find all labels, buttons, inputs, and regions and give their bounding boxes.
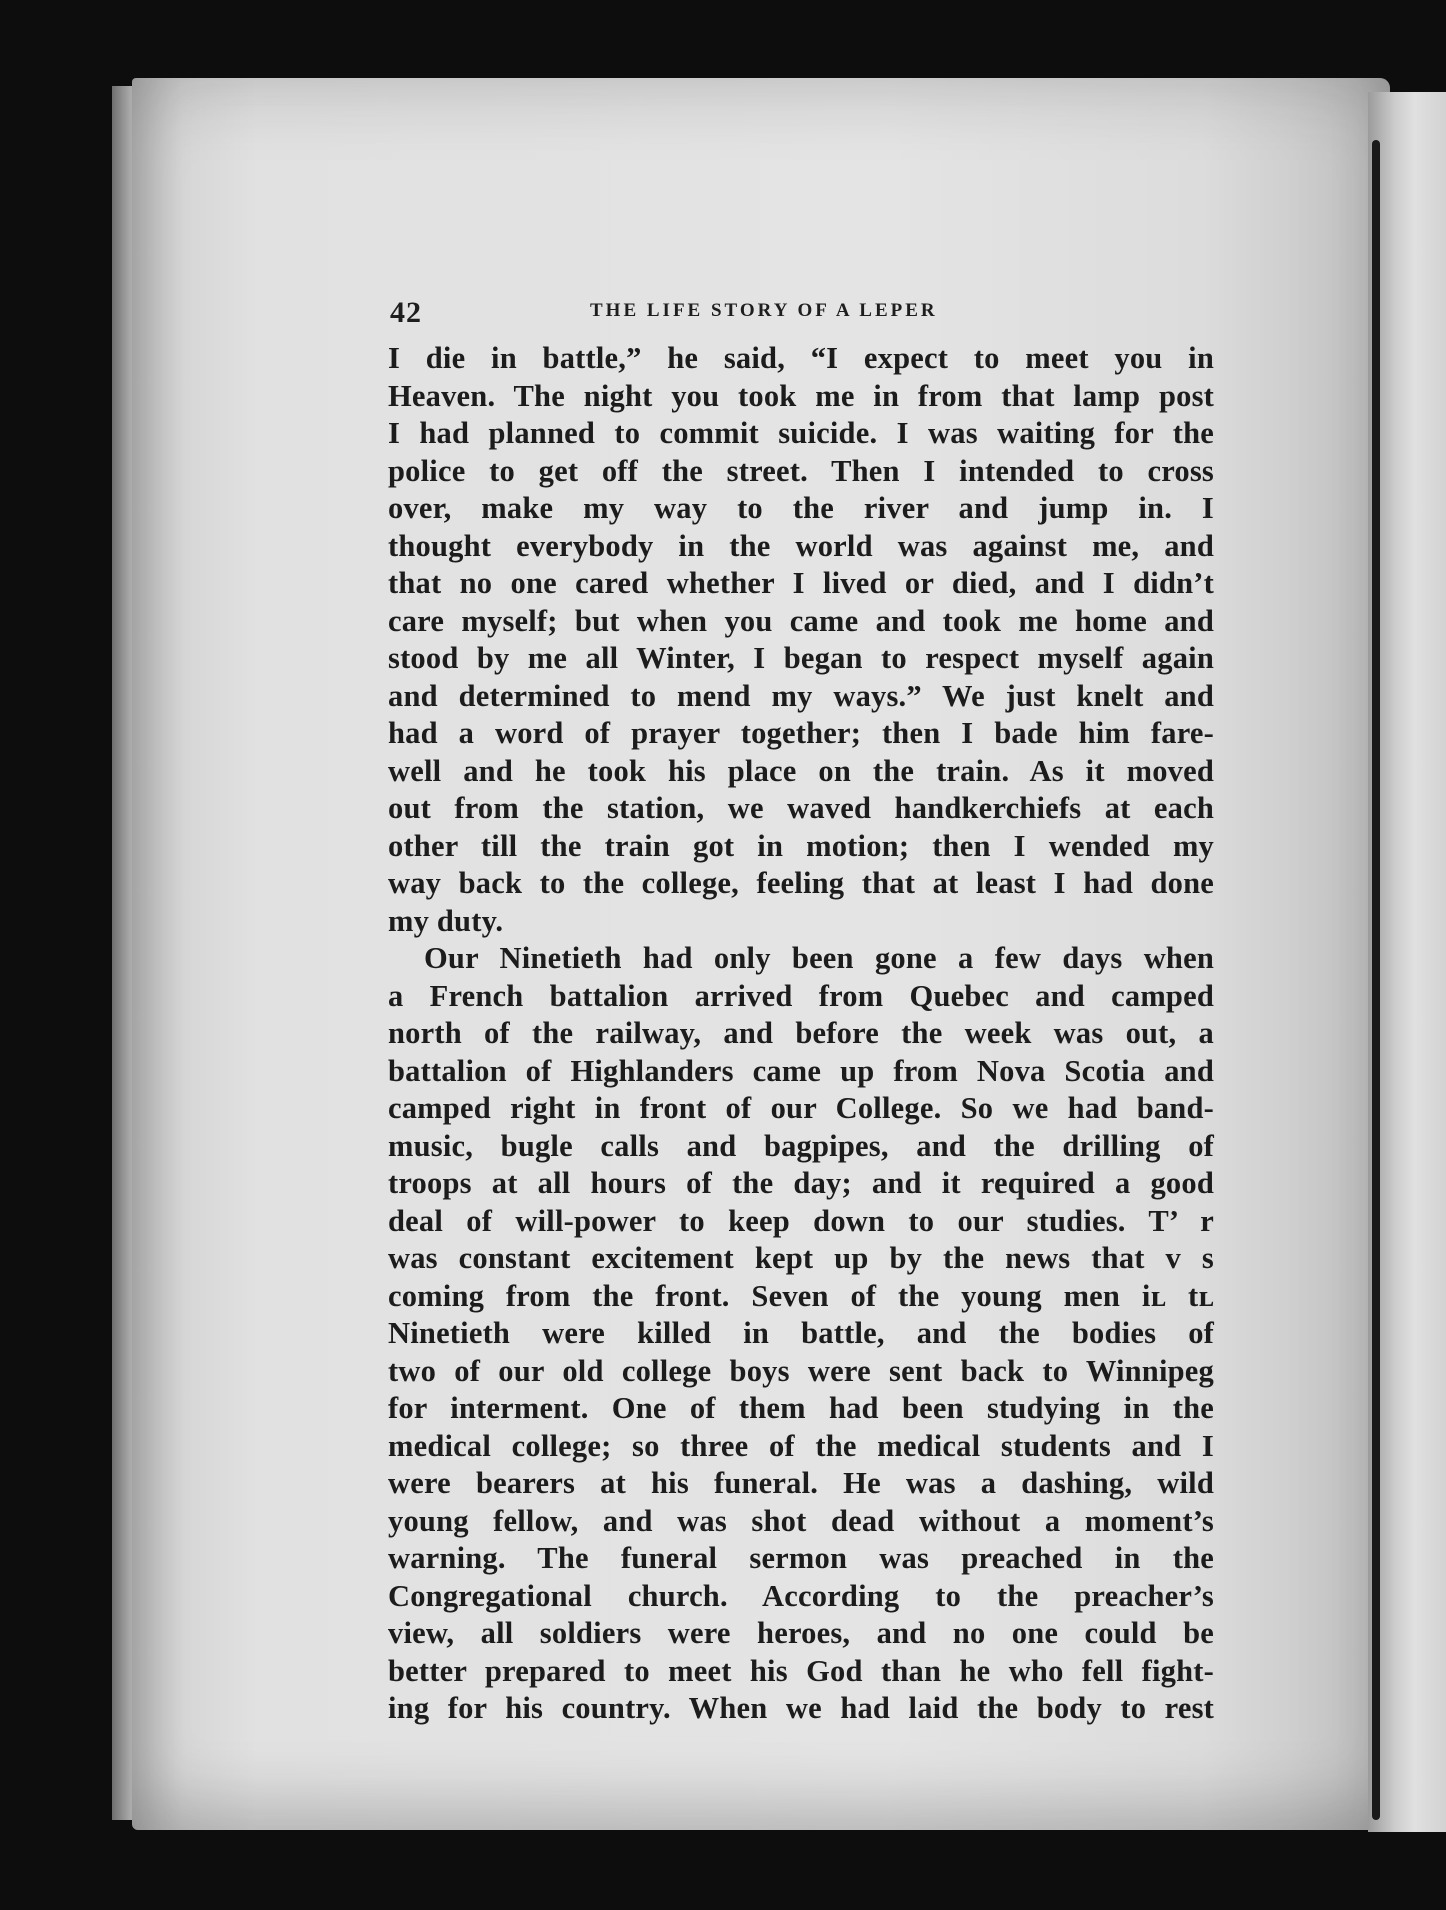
text-line: a French battalion arrived from Quebec and camped [388, 978, 1214, 1013]
text-line: well and he took his place on the train. As it moved [388, 753, 1214, 788]
text-line: was constant excitement kept up by the news that ᴠ s [388, 1241, 1214, 1275]
text-line: Our Ninetieth had only been gone a few days when [424, 941, 1214, 975]
text-line: had a word of prayer together; then I bade him fare- [388, 716, 1214, 750]
text-line: music, bugle calls and bagpipes, and the drilling of [388, 1128, 1214, 1163]
text-line: my duty. [388, 903, 504, 938]
text-line: that no one cared whether I lived or died, and I didn’t [388, 566, 1214, 600]
text-line: north of the railway, and before the week was out, a [388, 1016, 1214, 1050]
text-line: thought everybody in the world was against me, and [388, 528, 1214, 563]
text-line: young fellow, and was shot dead without a moment’s [388, 1503, 1214, 1538]
text-line: medical college; so three of the medical students and I [388, 1428, 1214, 1463]
text-line: camped right in front of our College. So we had band- [388, 1091, 1214, 1125]
running-head [390, 296, 1210, 336]
text-line: Ninetieth were killed in battle, and the bodies of [388, 1316, 1214, 1350]
text-line: I die in battle,” he said, “I expect to meet you in [388, 341, 1214, 375]
gutter-shadow [1372, 140, 1380, 1820]
text-line: other till the train got in motion; then I wended my [388, 828, 1214, 863]
text-line: coming from the front. Seven of the young men iʟ tʟ [388, 1278, 1214, 1313]
text-line: view, all soldiers were heroes, and no one could be [388, 1616, 1214, 1650]
body-text [388, 340, 1214, 1728]
text-line: care myself; but when you came and took me home and [388, 603, 1214, 638]
text-line: I had planned to commit suicide. I was waiting for the [388, 416, 1214, 450]
text-line: stood by me all Winter, I began to respect myself again [388, 641, 1214, 675]
text-line: and determined to mend my ways.” We just knelt and [388, 678, 1214, 713]
text-line: for interment. One of them had been studying in the [388, 1391, 1214, 1425]
text-line: over, make my way to the river and jump in. I [388, 491, 1214, 525]
text-line: Congregational church. According to the preacher’s [388, 1578, 1214, 1613]
text-line: out from the station, we waved handkerchiefs at each [388, 791, 1214, 825]
text-line: ing for his country. When we had laid the body to rest [388, 1691, 1214, 1725]
text-line: Heaven. The night you took me in from that lamp post [388, 378, 1214, 413]
text-line: way back to the college, feeling that at least I had done [388, 866, 1214, 900]
text-line: battalion of Highlanders came up from Nova Scotia and [388, 1053, 1214, 1088]
text-line: two of our old college boys were sent back to Winnipeg [388, 1353, 1214, 1388]
text-line: police to get off the street. Then I intended to cross [388, 453, 1214, 488]
running-title: THE LIFE STORY OF A LEPER [590, 300, 938, 321]
page-number: 42 [390, 296, 422, 329]
text-line: deal of will-power to keep down to our studies. T’ r [388, 1203, 1214, 1238]
text-line: troops at all hours of the day; and it required a good [388, 1166, 1214, 1200]
text-line: better prepared to meet his God than he who fell fight- [388, 1653, 1214, 1688]
text-line: were bearers at his funeral. He was a dashing, wild [388, 1466, 1214, 1500]
text-line: warning. The funeral sermon was preached in the [388, 1541, 1214, 1575]
